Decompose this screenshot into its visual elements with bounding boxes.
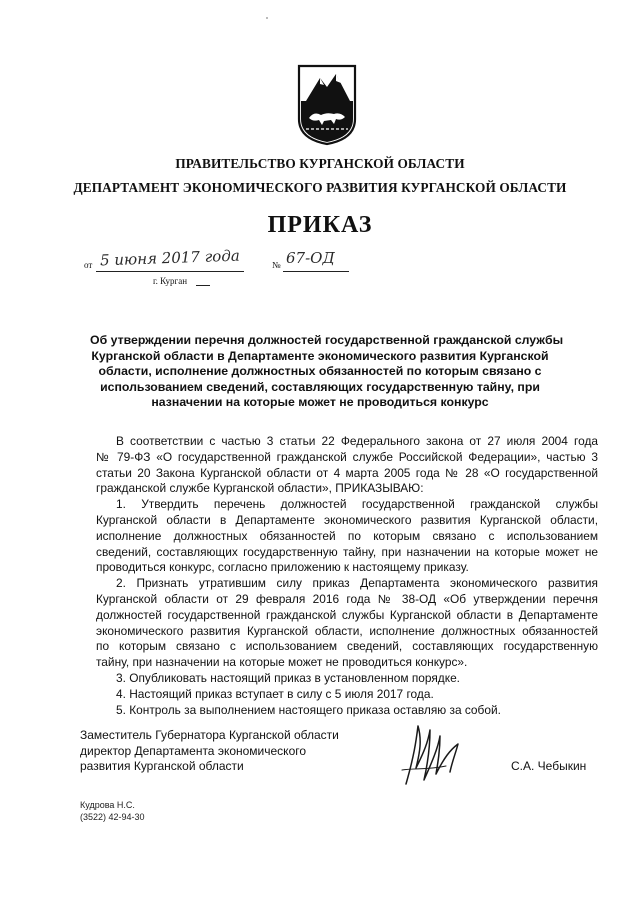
item-2-line: экономического развития Курганской области, исполнение должностных обязанностей — [96, 623, 598, 638]
item-2-line: Курганской области от 29 февраля 2016 года № 38-ОД «Об утверждении перечня — [96, 591, 598, 606]
document-subject — [90, 333, 564, 411]
number-prefix: № — [272, 260, 281, 270]
item-1-line: Курганской области в Департаменте экономического развития Курганской области, — [96, 512, 598, 527]
city-mark — [196, 285, 210, 286]
coat-of-arms-icon — [296, 63, 358, 146]
item-2-line: тайну, при назначении на которые может не проводиться конкурс». — [96, 655, 468, 670]
item-2-line: по которым связано с использованием сведений, составляющих государственную — [96, 639, 598, 654]
preamble-line: В соответствии с частью 3 статьи 22 Федерального закона от 27 июля 2004 года — [116, 434, 598, 448]
scan-dot — [266, 17, 268, 19]
executor-phone: (3522) 42-94-30 — [80, 811, 145, 822]
preamble-line: гражданской службе Курганской области», ПРИКАЗЫВАЮ: — [96, 481, 424, 496]
preamble-line: статьи 20 Закона Курганской области от 4 марта 2005 года № 28 «О государственной — [96, 465, 598, 480]
item-1-line: сведений, составляющих государственную тайну, при назначении на которые может не — [96, 544, 598, 559]
signer-position-line: Заместитель Губернатора Курганской области — [80, 728, 339, 742]
item-4: 4. Настоящий приказ вступает в силу с 5 июля 2017 года. — [116, 686, 434, 701]
handwritten-date: 5 июня 2017 года — [99, 246, 241, 270]
government-name: ПРАВИТЕЛЬСТВО КУРГАНСКОЙ ОБЛАСТИ — [175, 156, 465, 171]
item-2-line: должностей государственной гражданской службы Курганской области в Департаменте — [96, 607, 598, 622]
document-body — [96, 434, 598, 718]
subject-line: назначении на которые может не проводиться конкурс — [151, 395, 489, 410]
department-name: ДЕПАРТАМЕНТ ЭКОНОМИЧЕСКОГО РАЗВИТИЯ КУРГАНСКОЙ ОБЛАСТИ — [73, 180, 567, 195]
city: г. Курган — [153, 276, 188, 286]
handwritten-number: 67-ОД — [286, 249, 335, 267]
signer-position — [80, 728, 339, 775]
registration-row — [80, 246, 360, 273]
executor-name: Кудрова Н.С. — [80, 800, 135, 810]
number-underline — [283, 271, 349, 272]
date-underline — [96, 271, 244, 272]
subject-line: Об утверждении перечня должностей государственной гражданской службы — [90, 333, 564, 347]
subject-line: использованием сведений, составляющих государственную тайну, при — [100, 379, 540, 394]
signer-position-line: директор Департамента экономического — [80, 743, 307, 758]
item-1-line: проводиться конкурс, согласно приложению к настоящему приказу. — [96, 560, 469, 575]
preamble-line: № 79-ФЗ «О государственной гражданской службе Российской Федерации», частью 3 — [96, 449, 598, 464]
item-3: 3. Опубликовать настоящий приказ в установленном порядке. — [116, 670, 460, 685]
handwritten-signature-icon — [400, 722, 466, 788]
item-2-line: 2. Признать утратившим силу приказ Департамента экономического развития — [116, 576, 598, 591]
subject-line: области, исполнение должностных обязанностей по которым связано с — [98, 364, 542, 379]
document-title: ПРИКАЗ — [267, 212, 373, 238]
signer-name: С.А. Чебыкин — [511, 759, 587, 773]
item-1-line: исполнение должностных обязанностей по которым связано с использованием — [96, 528, 598, 543]
item-5: 5. Контроль за выполнением настоящего приказа оставляю за собой. — [116, 702, 501, 717]
subject-line: Курганской области в Департаменте экономического развития Курганской — [91, 348, 549, 363]
date-prefix: от — [84, 260, 93, 270]
item-1-line: 1. Утвердить перечень должностей государственной гражданской службы — [116, 497, 598, 512]
signer-position-line: развития Курганской области — [80, 759, 244, 774]
executor-info — [80, 800, 145, 823]
